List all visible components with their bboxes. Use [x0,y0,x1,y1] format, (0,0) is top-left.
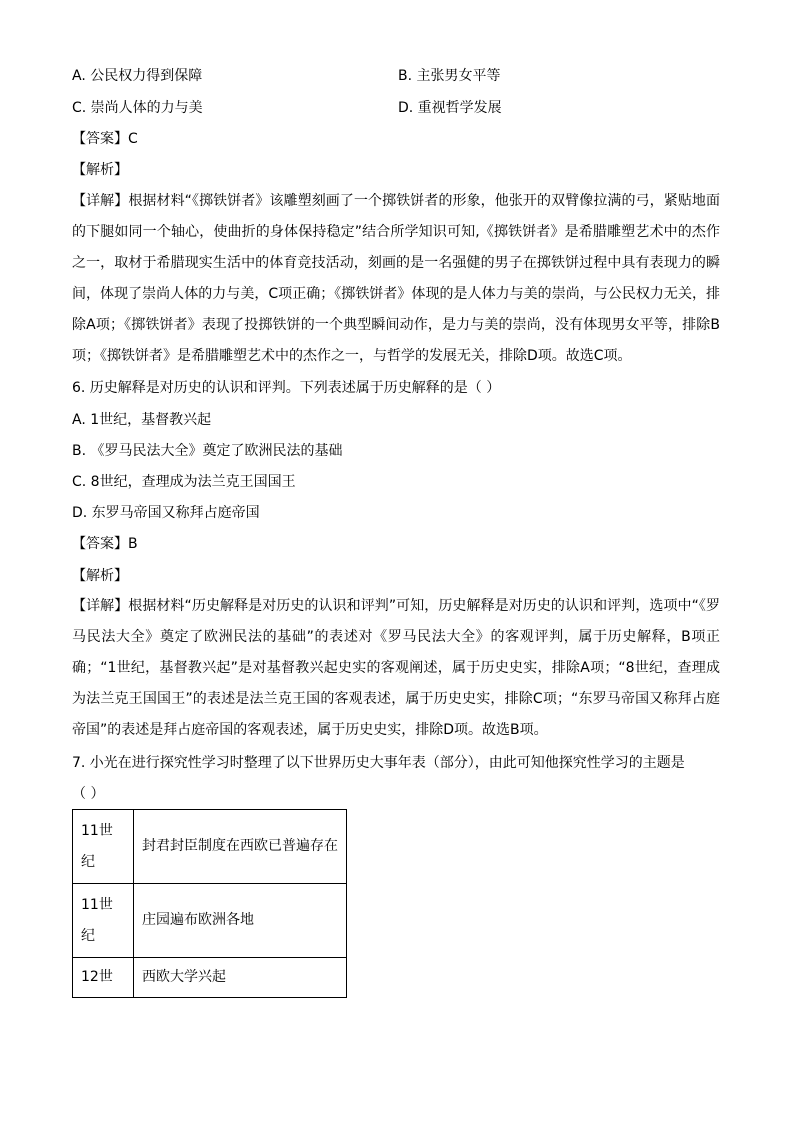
q5-option-a[interactable]: A. 公民权力得到保障 [72,68,203,84]
q6-analysis-heading: 【解析】 [72,568,128,584]
q5-option-b[interactable]: B. 主张男女平等 [398,68,501,84]
q6-answer: 【答案】B [72,536,138,552]
q5-answer: 【答案】C [72,131,138,147]
q6-detail: 【详解】根据材料“历史解释是对历史的认识和评判”可知，历史解释是对历史的认识和评判，选项中“《罗马民法大全》奠定了欧洲民法的基础”的表述对《罗马民法大全》的客观评判，属于历史解释，B项正确；“1世纪，基督教兴起”是对基督教兴起史实的客观阐述，属于历史史实，排除A项；“8世纪，查理成为法兰克王国国王”的表述是法兰克王国的客观表述，属于历史史实，排除C项；“东罗马帝国又称拜占庭帝国”的表述是拜占庭帝国的客观表述，属于历史史实，排除D项。故选B项。 [72,598,720,738]
period-cell: 11世纪 [73,884,134,958]
event-cell: 西欧大学兴起 [134,958,347,998]
timeline-table [72,809,347,998]
event-cell: 庄园遍布欧洲各地 [134,884,347,958]
event-cell: 封君封臣制度在西欧已普遍存在 [134,810,347,884]
q5-option-d[interactable]: D. 重视哲学发展 [398,100,502,116]
q7-stem-line1: 7. 小光在进行探究性学习时整理了以下世界历史大事年表（部分），由此可知他探究性学习的主题是 [72,755,685,771]
q5-analysis-heading: 【解析】 [72,162,128,178]
q5-detail: 【详解】根据材料“《掷铁饼者》该雕塑刻画了一个掷铁饼者的形象，他张开的双臂像拉满的弓，紧贴地面的下腿如同一个轴心，使曲折的身体保持稳定”结合所学知识可知,《掷铁饼者》是希腊雕塑艺术中的杰作之一，取材于希腊现实生活中的体育竞技活动，刻画的是一名强健的男子在掷铁饼过程中具有表现力的瞬间，体现了崇尚人体的力与美，C项正确；《掷铁饼者》体现的是人体力与美的崇尚，与公民权力无关，排除A项；《掷铁饼者》表现了投掷铁饼的一个典型瞬间动作，是力与美的崇尚，没有体现男女平等，排除B项；《掷铁饼者》是希腊雕塑艺术中的杰作之一，与哲学的发展无关，排除D项。故选C项。 [72,193,720,364]
q7-stem-line2: （ ） [72,786,105,802]
table-row [73,810,347,884]
q6-option-c[interactable]: C. 8世纪，查理成为法兰克王国国王 [72,474,296,490]
q6-stem: 6. 历史解释是对历史的认识和评判。下列表述属于历史解释的是（ ） [72,380,501,396]
table-row [73,884,347,958]
q5-option-c[interactable]: C. 崇尚人体的力与美 [72,100,203,116]
period-cell: 12世 [73,958,134,998]
table-row [73,958,347,998]
period-cell: 11世纪 [73,810,134,884]
q6-option-b[interactable]: B. 《罗马民法大全》奠定了欧洲民法的基础 [72,443,343,459]
q6-option-a[interactable]: A. 1世纪，基督教兴起 [72,412,212,428]
q6-option-d[interactable]: D. 东罗马帝国又称拜占庭帝国 [72,505,260,521]
